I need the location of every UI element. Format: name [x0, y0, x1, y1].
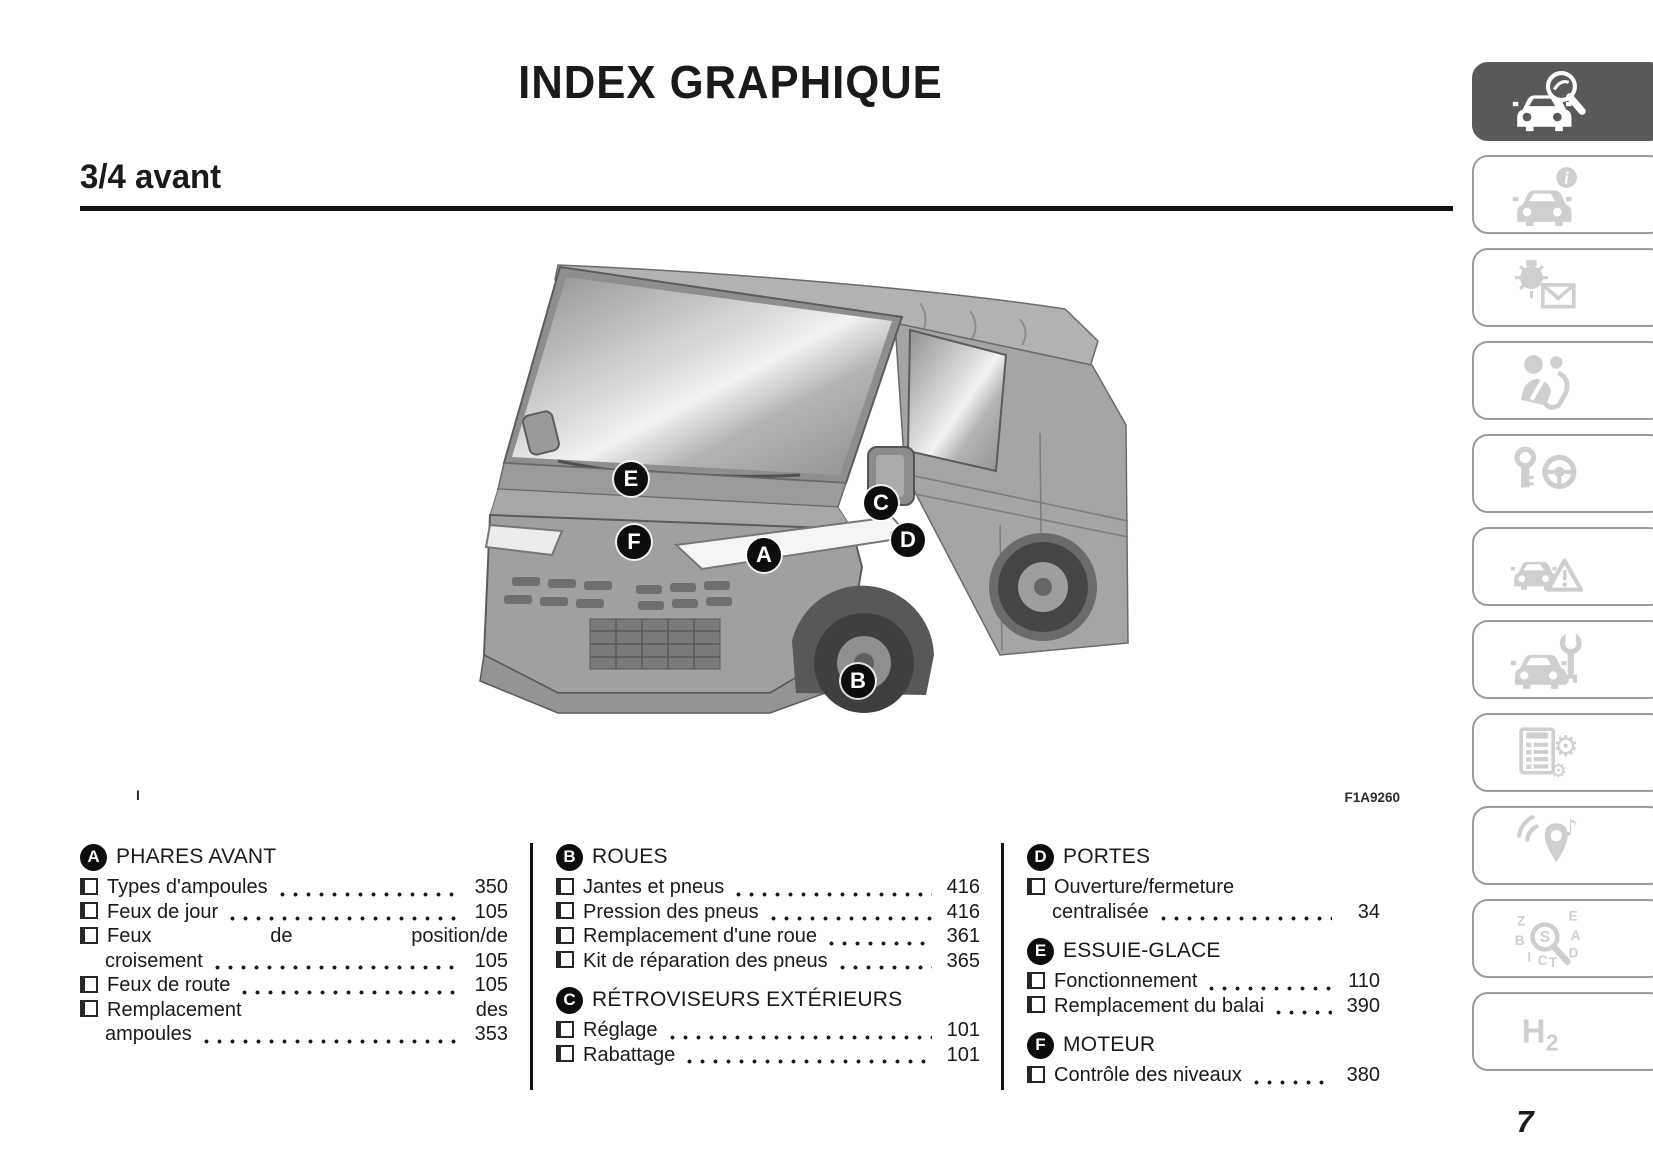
sidebar-tab-key-steering[interactable] — [1472, 434, 1653, 513]
index-entry — [1027, 969, 1380, 994]
section-header — [1027, 843, 1380, 871]
section-title: ROUES — [592, 844, 668, 868]
entry-label: Feux de position/de — [107, 925, 508, 947]
section-letter-badge: F — [1027, 1032, 1054, 1059]
page-number: 7 — [1516, 1104, 1534, 1139]
entry-label: Kit de réparation des pneus — [583, 949, 828, 972]
section-letter-badge: E — [1027, 938, 1054, 965]
dot-leader — [200, 1036, 460, 1044]
checklist-gears-icon — [1496, 722, 1600, 784]
page-title: INDEX GRAPHIQUE — [517, 56, 943, 108]
index-entry-continuation — [80, 949, 508, 974]
svg-text:H: H — [1521, 1012, 1546, 1050]
entry-label: Fonctionnement — [1054, 970, 1198, 992]
entry-label: Feux de route — [107, 974, 231, 996]
section-letter-badge: C — [556, 987, 583, 1014]
svg-text:C: C — [1537, 952, 1548, 968]
index-section-f — [1027, 1031, 1380, 1088]
section-title: PHARES AVANT — [116, 844, 277, 868]
entry-page-number: 353 — [474, 1023, 508, 1045]
entry-page-number: 101 — [946, 1043, 980, 1066]
dot-leader — [238, 987, 460, 995]
callout-c: C — [864, 486, 898, 520]
column-divider — [1001, 843, 1004, 1090]
h2-icon — [1496, 1001, 1600, 1063]
section-title: PORTES — [1063, 844, 1151, 868]
section-heading: 3/4 avant — [80, 158, 222, 196]
dot-leader — [767, 913, 932, 921]
svg-text:⚙: ⚙ — [1552, 728, 1579, 763]
entry-label: Rabattage — [583, 1043, 676, 1066]
checkbox-bullet-icon — [1027, 996, 1045, 1013]
dot-leader — [683, 1056, 932, 1064]
svg-text:S: S — [1539, 928, 1551, 946]
checkbox-bullet-icon — [80, 878, 98, 895]
entry-page-number: 350 — [474, 876, 508, 898]
heading-rule — [80, 206, 1453, 211]
sidebar-tab-h2[interactable] — [1472, 992, 1653, 1071]
section-header — [1027, 1031, 1380, 1059]
entry-label: centralisée — [1052, 900, 1149, 923]
index-entry-continuation — [80, 1022, 508, 1047]
entry-label: Feux de jour — [107, 900, 219, 923]
entry-page-number: 390 — [1346, 994, 1380, 1017]
section-header — [1027, 937, 1380, 965]
index-entry — [1027, 1063, 1380, 1088]
section-header — [556, 843, 980, 871]
svg-text:A: A — [1570, 927, 1581, 943]
entry-label: Ouverture/fermeture — [1054, 876, 1235, 898]
svg-text:D: D — [1568, 945, 1579, 961]
section-title: MOTEUR — [1063, 1032, 1156, 1056]
checkbox-bullet-icon — [556, 902, 574, 919]
seatbelt-airbag-icon — [1496, 350, 1600, 412]
index-entry — [1027, 875, 1380, 900]
svg-text:2: 2 — [1545, 1029, 1559, 1056]
car-info-icon — [1496, 164, 1600, 226]
checkbox-bullet-icon — [80, 902, 98, 919]
index-entry — [556, 1043, 980, 1068]
index-entry — [556, 924, 980, 949]
entry-page-number: 105 — [474, 949, 508, 972]
sidebar-tab-car-wrench[interactable] — [1472, 620, 1653, 699]
callout-b: B — [841, 664, 875, 698]
svg-text:E: E — [1568, 907, 1578, 923]
entry-page-number: 105 — [474, 900, 508, 923]
dot-leader — [732, 889, 932, 897]
callout-f: F — [617, 525, 651, 559]
index-entry — [80, 924, 508, 949]
sidebar-tab-car-info[interactable] — [1472, 155, 1653, 234]
sidebar-tab-emergency-triangle[interactable] — [1472, 527, 1653, 606]
checkbox-bullet-icon — [80, 976, 98, 993]
index-section-c — [556, 986, 980, 1067]
entry-label: Remplacement du balai — [1054, 994, 1265, 1017]
entry-page-number: 380 — [1346, 1064, 1380, 1086]
entry-label: ampoules — [105, 1023, 192, 1045]
entry-page-number: 101 — [946, 1019, 980, 1041]
dot-leader — [825, 938, 932, 946]
index-entry-continuation — [1027, 900, 1380, 925]
margin-marker: I — [136, 787, 140, 803]
section-letter-badge: B — [556, 844, 583, 871]
car-wrench-icon — [1496, 629, 1600, 691]
checkbox-bullet-icon — [556, 951, 574, 968]
checkbox-bullet-icon — [556, 1021, 574, 1038]
dot-leader — [836, 962, 932, 970]
dot-leader — [1157, 913, 1332, 921]
index-column-1 — [80, 843, 508, 1047]
index-column-3 — [1027, 843, 1380, 1088]
dot-leader — [1272, 1007, 1332, 1015]
entry-page-number: 416 — [946, 900, 980, 923]
index-section-b — [556, 843, 980, 973]
entry-label: Types d'ampoules — [107, 876, 268, 898]
section-title: ESSUIE-GLACE — [1063, 938, 1221, 962]
multimedia-icon — [1496, 815, 1600, 877]
section-letter-badge: A — [80, 844, 107, 871]
entry-label: Contrôle des niveaux — [1054, 1064, 1242, 1086]
entry-label: Pression des pneus — [583, 900, 759, 923]
checkbox-bullet-icon — [80, 1000, 98, 1017]
sidebar-tab-multimedia[interactable] — [1472, 806, 1653, 885]
entry-label: Remplacement d'une roue — [583, 925, 817, 947]
checkbox-bullet-icon — [556, 878, 574, 895]
checkbox-bullet-icon — [556, 1045, 574, 1062]
index-entry — [80, 973, 508, 998]
sidebar-tab-car-search[interactable] — [1472, 62, 1653, 141]
checkbox-bullet-icon — [1027, 972, 1045, 989]
entry-page-number: 34 — [1357, 900, 1380, 923]
index-search-icon — [1496, 908, 1600, 970]
svg-text:♪: ♪ — [1563, 815, 1578, 842]
dot-leader — [666, 1032, 932, 1040]
callout-e: E — [614, 462, 648, 496]
entry-page-number: 416 — [946, 876, 980, 898]
checkbox-bullet-icon — [80, 927, 98, 944]
index-entry — [80, 900, 508, 925]
entry-page-number: 365 — [946, 949, 980, 972]
light-message-icon — [1496, 257, 1600, 319]
callout-d: D — [891, 523, 925, 557]
car-search-icon — [1496, 71, 1600, 133]
checkbox-bullet-icon — [1027, 1066, 1045, 1083]
vehicle-illustration — [440, 225, 1140, 725]
svg-text:B: B — [1514, 932, 1525, 948]
dot-leader — [276, 889, 460, 897]
entry-label: Jantes et pneus — [583, 876, 725, 898]
entry-page-number: 110 — [1348, 970, 1380, 992]
index-column-2 — [556, 843, 980, 1067]
svg-text:⚙: ⚙ — [1549, 758, 1568, 782]
index-entry — [556, 949, 980, 974]
svg-text:T: T — [1549, 954, 1558, 970]
section-letter-badge: D — [1027, 844, 1054, 871]
section-title: RÉTROVISEURS EXTÉRIEURS — [592, 987, 903, 1011]
checkbox-bullet-icon — [1027, 878, 1045, 895]
entry-page-number: 361 — [946, 925, 980, 947]
entry-label: Réglage — [583, 1019, 658, 1041]
index-section-d — [1027, 843, 1380, 924]
dot-leader — [226, 913, 460, 921]
index-section-e — [1027, 937, 1380, 1018]
index-entry — [556, 900, 980, 925]
entry-label: croisement — [105, 949, 203, 972]
callout-a: A — [747, 538, 781, 572]
entry-label: Remplacement des — [107, 998, 508, 1021]
sidebar-tab-checklist-gears[interactable] — [1472, 713, 1653, 792]
svg-text:Z: Z — [1517, 913, 1526, 929]
entry-page-number: 105 — [474, 974, 508, 996]
svg-text:i: i — [1564, 168, 1569, 188]
svg-text:I: I — [1527, 949, 1532, 965]
checkbox-bullet-icon — [556, 927, 574, 944]
section-header — [80, 843, 508, 871]
sidebar-tab-light-message[interactable] — [1472, 248, 1653, 327]
index-entry — [80, 875, 508, 900]
dot-leader — [1205, 983, 1332, 991]
emergency-triangle-icon — [1496, 536, 1600, 598]
column-divider — [530, 843, 533, 1090]
sidebar-tab-seatbelt-airbag[interactable] — [1472, 341, 1653, 420]
index-entry — [80, 998, 508, 1023]
index-entry — [556, 875, 980, 900]
figure-code: F1A9260 — [1344, 790, 1400, 805]
index-section-a — [80, 843, 508, 1047]
index-entry — [1027, 994, 1380, 1019]
index-entry — [556, 1018, 980, 1043]
dot-leader — [211, 962, 460, 970]
sidebar-tab-index-search[interactable] — [1472, 899, 1653, 978]
key-steering-icon — [1496, 443, 1600, 505]
dot-leader — [1250, 1077, 1332, 1085]
section-header — [556, 986, 980, 1014]
